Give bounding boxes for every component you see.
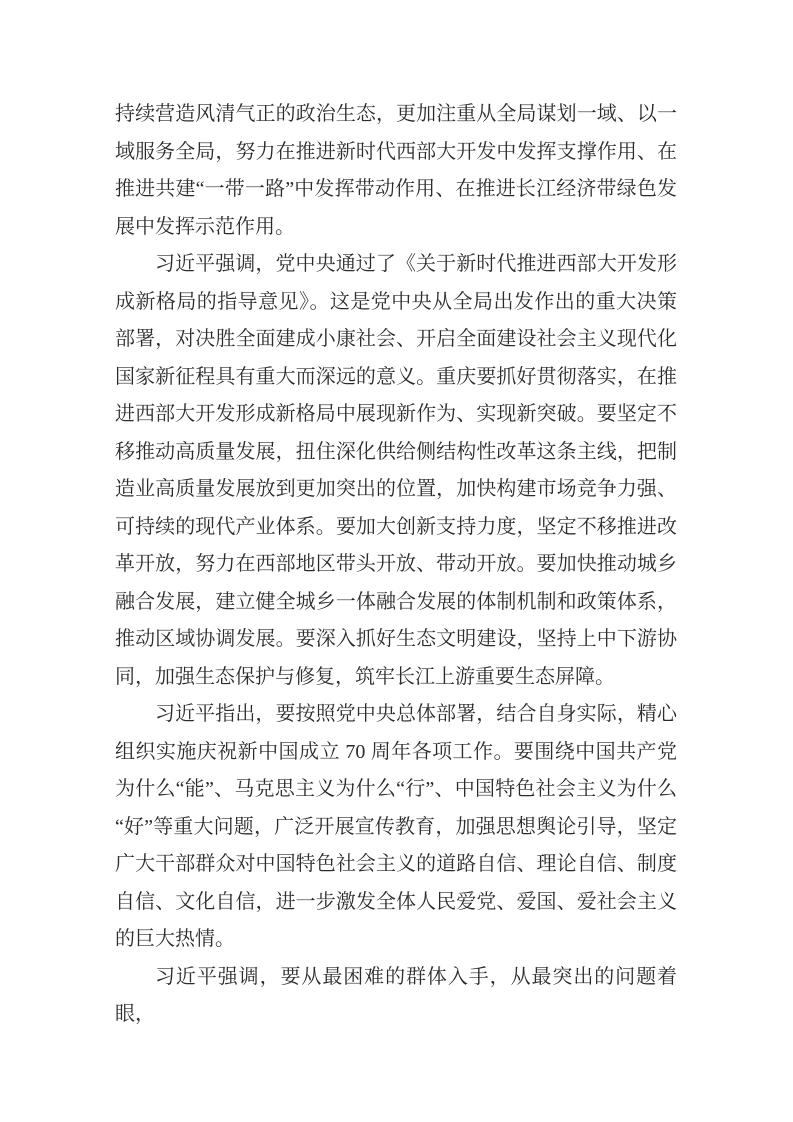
paragraph: 习近平强调，要从最困难的群体入手，从最突出的问题着眼， bbox=[115, 965, 677, 1025]
document-text-block bbox=[115, 96, 677, 1034]
paragraph: 持续营造风清气正的政治生态，更加注重从全局谋划一域、以一域服务全局，努力在推进新时代西部大开发中发挥支撑作用、在推进共建“一带一路”中发挥带动作用、在推进长江经济带绿色发展中发挥示范作用。 bbox=[115, 103, 677, 238]
paragraph: 习近平强调，党中央通过了《关于新时代推进西部大开发形成新格局的指导意见》。这是党中央从全局出发作出的重大决策部署，对决胜全面建成小康社会、开启全面建设社会主义现代化国家新征程具有重大而深远的意义。重庆要抓好贯彻落实，在推进西部大开发形成新格局中展现新作为、实现新突破。要坚定不移推动高质量发展，扭住深化供给侧结构性改革这条主线，把制造业高质量发展放到更加突出的位置，加快构建市场竞争力强、可持续的现代产业体系。要加大创新支持力度，坚定不移推进改革开放，努力在西部地区带头开放、带动开放。要加快推动城乡融合发展，建立健全城乡一体融合发展的体制机制和政策体系，推动区域协调发展。要深入抓好生态文明建设，坚持上中下游协同，加强生态保护与修复，筑牢长江上游重要生态屏障。 bbox=[115, 253, 677, 688]
paragraph: 习近平指出，要按照党中央总体部署，结合自身实际，精心组织实施庆祝新中国成立 70 周年各项工作。要围绕中国共产党为什么“能”、马克思主义为什么“行”、中国特色社会主义为什么“好”等重大问题，广泛开展宣传教育，加强思想舆论引导，坚定广大干部群众对中国特色社会主义的道路自信、理论自信、制度自信、文化自信，进一步激发全体人民爱党、爱国、爱社会主义的巨大热情。 bbox=[115, 703, 677, 950]
